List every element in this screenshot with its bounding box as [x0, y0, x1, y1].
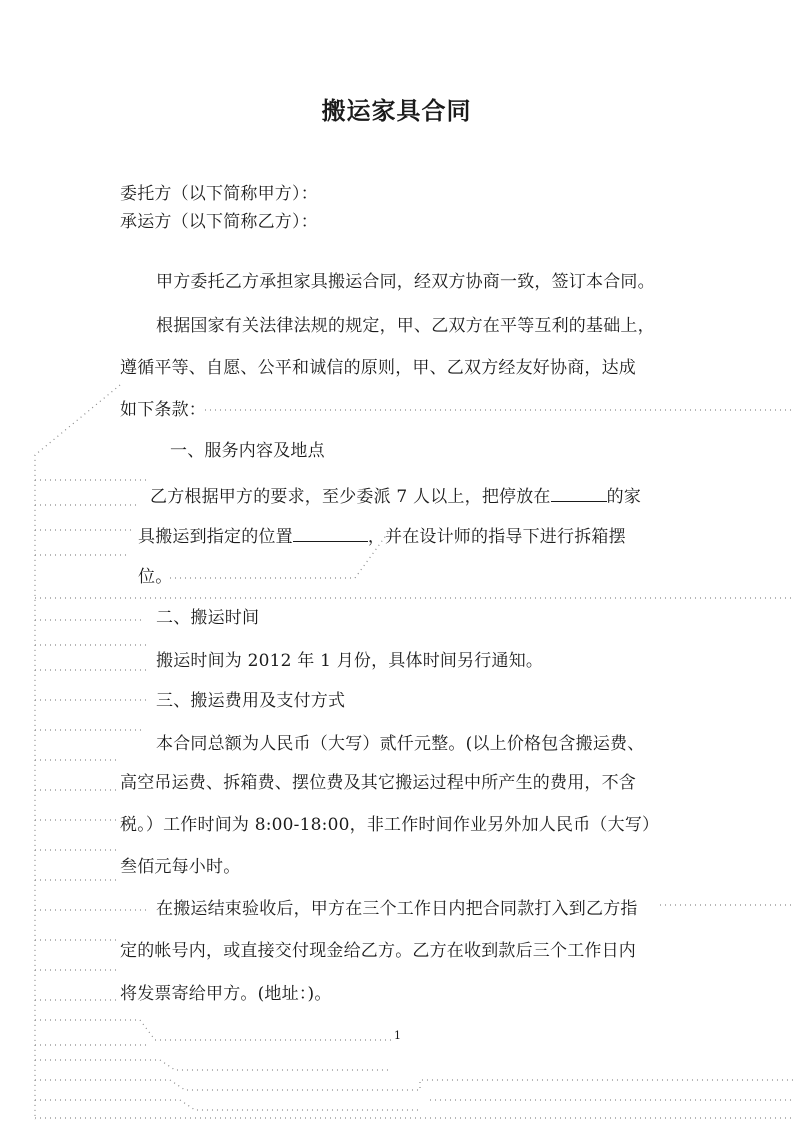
section-1-line-2: [138, 523, 626, 548]
intro-paragraph-2-line-2: 遵循平等、自愿、公平和诚信的原则，甲、乙双方经友好协商，达成: [120, 358, 636, 378]
section-1-line-1-suffix: 的家: [606, 487, 642, 507]
section-3-paragraph-1-line-2: 高空吊运费、拆箱费、摆位费及其它搬运过程中所产生的费用，不含: [120, 773, 636, 793]
document-title: 搬运家具合同: [321, 96, 472, 125]
intro-paragraph-1: 甲方委托乙方承担家具搬运合同，经双方协商一致，签订本合同。: [156, 272, 655, 292]
party-a-label: 委托方（以下简称甲方）：: [120, 184, 318, 204]
section-2-text: 搬运时间为 2012 年 1 月份，具体时间另行通知。: [156, 651, 544, 671]
section-1-line-2-suffix: ，并在设计师的指导下进行拆箱摆: [367, 527, 626, 547]
section-3-paragraph-2-line-3: 将发票寄给甲方。(地址：)。: [120, 984, 332, 1004]
section-1-line-3: 位。: [138, 567, 173, 587]
section-1-line-1-text: 乙方根据甲方的要求，至少委派 7 人以上，把停放在: [150, 487, 551, 507]
section-1-line-1: [150, 483, 641, 508]
page-number: 1: [394, 1029, 402, 1042]
section-3-paragraph-2-line-1: 在搬运结束验收后，甲方在三个工作日内把合同款打入到乙方指: [156, 899, 638, 919]
section-3-paragraph-1-line-4: 叁佰元每小时。: [120, 857, 241, 877]
intro-paragraph-2-line-1: 根据国家有关法律法规的规定，甲、乙双方在平等互利的基础上，: [156, 316, 655, 336]
section-1-line-2-text: 具搬运到指定的位置: [138, 527, 293, 547]
intro-paragraph-2-line-3: 如下条款：: [120, 400, 206, 420]
section-1-heading: 一、服务内容及地点: [170, 441, 325, 461]
section-3-heading: 三、搬运费用及支付方式: [156, 691, 346, 711]
section-3-paragraph-2-line-2: 定的帐号内，或直接交付现金给乙方。乙方在收到款后三个工作日内: [120, 941, 636, 961]
location-blank-field[interactable]: [551, 483, 607, 502]
party-b-label: 承运方（以下简称乙方）：: [120, 212, 318, 232]
destination-blank-field[interactable]: [293, 523, 368, 542]
section-2-heading: 二、搬运时间: [156, 608, 260, 628]
section-3-paragraph-1-line-1: 本合同总额为人民币（大写）贰仟元整。(以上价格包含搬运费、: [156, 734, 645, 754]
section-3-paragraph-1-line-3: 税。）工作时间为 8:00-18:00，非工作时间作业另外加人民币（大写）: [120, 815, 660, 835]
